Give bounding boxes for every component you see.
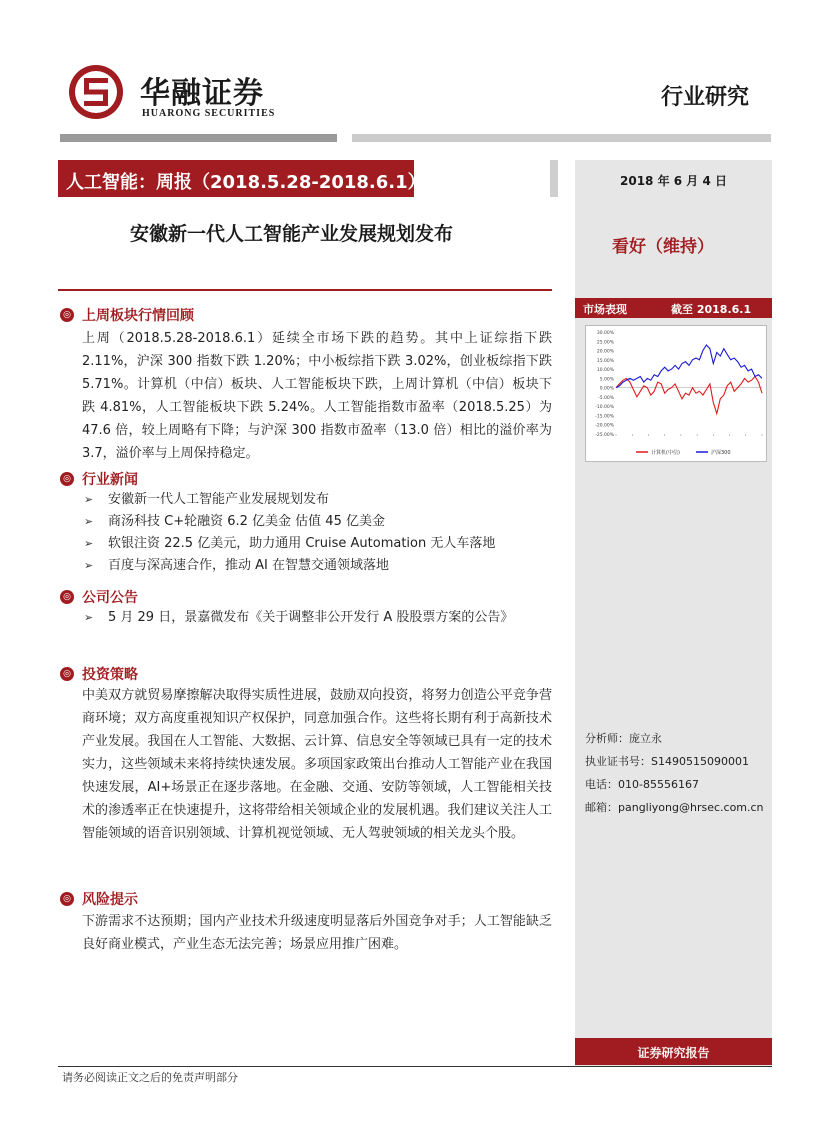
y-tick-label: 10.00%	[596, 368, 614, 374]
series-line	[616, 377, 762, 414]
market-chart-svg	[586, 326, 766, 461]
y-tick-label: 30.00%	[596, 331, 614, 336]
disclaimer-note: 请务必阅读正文之后的免责声明部分	[62, 1071, 238, 1084]
analyst-email[interactable]: 邮箱：pangliyong@hrsec.com.cn	[585, 801, 764, 814]
header-divider-light	[352, 134, 771, 142]
y-tick-label: 0.00%	[599, 386, 614, 392]
section-title: 风险提示	[82, 892, 138, 908]
huarong-logo-icon	[68, 64, 124, 120]
y-tick-label: -10.00%	[595, 405, 614, 411]
brand-name-en: HUARONG SECURITIES	[142, 108, 276, 119]
report-title: 人工智能：周报（2018.5.28-2018.6.1）	[66, 172, 426, 193]
section-bullet-icon: ◎	[60, 892, 74, 906]
analyst-phone: 电话：010-85556167	[585, 778, 699, 791]
legend-label: 沪深300	[711, 450, 731, 456]
market-performance-band	[575, 298, 772, 318]
risk-paragraph: 下游需求不达预期；国内产业技术升级速度明显落后外国竞争对手；人工智能缺乏良好商业模式，产业生态无法完善；场景应用推广困难。	[82, 914, 552, 952]
y-tick-label: 25.00%	[596, 340, 614, 346]
y-tick-label: -15.00%	[595, 414, 614, 420]
report-date: 2018 年 6 月 4 日	[620, 174, 727, 188]
market-cutoff-date: 截至 2018.6.1	[671, 303, 752, 316]
list-item: ➢ 软银注资 22.5 亿美元，助力通用 Cruise Automation 无人车落地	[82, 533, 552, 555]
company-logo	[68, 64, 308, 124]
section-title: 公司公告	[82, 590, 138, 606]
y-tick-label: 15.00%	[596, 358, 614, 364]
section-bullet-icon: ◎	[60, 308, 74, 322]
news-list	[82, 489, 552, 577]
section-bullet-icon: ◎	[60, 667, 74, 681]
section-title: 投资策略	[82, 667, 138, 683]
y-tick-label: -25.00%	[595, 433, 614, 438]
list-item: ➢ 安徽新一代人工智能产业发展规划发布	[82, 489, 552, 511]
report-subtitle: 安徽新一代人工智能产业发展规划发布	[130, 223, 454, 245]
footer-rule	[58, 1066, 772, 1067]
report-title-band	[58, 160, 426, 197]
sidebar-panel	[575, 160, 772, 1067]
rating-label: 看好（维持）	[612, 237, 714, 257]
section-title: 上周板块行情回顾	[82, 308, 194, 324]
strategy-paragraph: 中美双方就贸易摩擦解决取得实质性进展，鼓励双向投资，将努力创造公平竞争营商环境；双方高度重视知识产权保护，同意加强合作。这些将长期有利于高新技术产业发展。我国在人工智能、大数据、云计算、信息安全等领域已具有一定的技术实力，这些领域未来将持续快速发展。多项国家政策出台推动人工智能产业在我国快速发展，AI+场景正在逐步落地。在金融、交通、安防等领域，人工智能相关技术的渗透率正在快速提升，这将带给相关领域企业的发展机遇。我们建议关注人工智能领域的语音识别领域、计算机视觉领域、无人驾驶领域的相关龙头个股。	[82, 688, 552, 841]
report-type: 行业研究	[660, 84, 749, 110]
list-item: ➢ 百度与深高速合作，推动 AI 在智慧交通领域落地	[82, 555, 552, 577]
y-tick-label: 5.00%	[599, 377, 614, 383]
market-chart	[585, 325, 767, 462]
title-rule	[58, 289, 552, 291]
section-bullet-icon: ◎	[60, 590, 74, 604]
section-title: 行业新闻	[82, 472, 138, 488]
section-bullet-icon: ◎	[60, 472, 74, 486]
footer-band-label: 证券研究报告	[637, 1046, 710, 1060]
header-divider-dark	[60, 134, 337, 142]
y-tick-label: 20.00%	[596, 349, 614, 355]
list-item: ➢ 5 月 29 日，景嘉微发布《关于调整非公开发行 A 股股票方案的公告》	[82, 607, 552, 629]
series-line	[616, 345, 762, 388]
announcement-list	[82, 607, 552, 629]
y-tick-label: -20.00%	[595, 423, 614, 429]
analyst-license: 执业证书号：S1490515090001	[585, 755, 749, 768]
analyst-name: 分析师：庞立永	[585, 732, 662, 745]
title-band-accent	[550, 160, 558, 197]
list-item: ➢ 商汤科技 C+轮融资 6.2 亿美金 估值 45 亿美金	[82, 511, 552, 533]
y-tick-label: -5.00%	[598, 395, 614, 401]
review-paragraph: 上周（2018.5.28-2018.6.1）延续全市场下跌的趋势。其中上证综指下跌 2.11%，沪深 300 指数下跌 1.20%；中小板综指下跌 3.02%，创业板综指下跌 5.71%。计算机（中信）板块、人工智能板块下跌，上周计算机（中信）板块下跌 4.81%，人工智能板块下跌 5.24%。人工智能指数市盈率（2018.5.25）为 47.6 倍，较上周略有下降；与沪深 300 指数市盈率（13.0 倍）相比的溢价率为 3.7，溢价率与上周保持稳定。	[82, 331, 552, 461]
legend-label: 计算机(中信)	[651, 450, 680, 456]
brand-name-cn: 华融证券	[140, 76, 264, 111]
market-performance-label: 市场表现	[583, 303, 627, 316]
footer-band	[575, 1038, 772, 1065]
